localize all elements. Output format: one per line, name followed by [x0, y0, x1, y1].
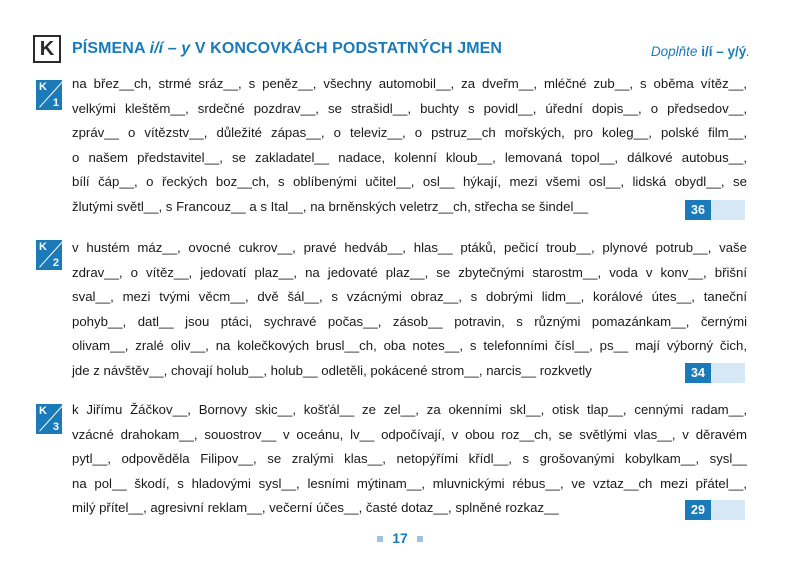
exercise-line: bílí čáp__, o řeckých boz__ch, s oblíbenými učitel__, osl__ hýkají, mezi všemi osl__, lidská obydl__, se	[72, 174, 747, 189]
title-part-3: V KONCOVKÁCH PODSTATNÝCH JMEN	[190, 40, 503, 57]
page-title	[72, 40, 502, 58]
score-value: 36	[685, 200, 711, 220]
title-part-1: PÍSMENA	[72, 40, 150, 57]
exercise-line: žlutými světl__, s Francouz__ a s Ital__, na brněnských veletrz__ch, střecha se šindel__	[72, 198, 589, 214]
instruction-bold: i/í – y/ý	[701, 44, 747, 59]
exercise-2-text	[72, 236, 747, 383]
exercise-line: sval__, mezi tvými věcm__, dvě šál__, s vzácnými obraz__, s dobrými lidm__, korálové útes__, taneční	[72, 289, 747, 304]
badge-number: 1	[52, 97, 59, 109]
square-bullet-icon	[377, 536, 383, 542]
score-box-1	[685, 200, 745, 220]
section-letter-box: K	[33, 35, 61, 63]
instruction	[651, 44, 750, 59]
exercise-3-text	[72, 398, 747, 521]
exercise-line: na pol__ škodí, s hladovými sysl__, lesními mýtinam__, mluvnickými rébus__, ve vztaz__ch mezi přátel__,	[72, 475, 747, 491]
score-value: 29	[685, 500, 711, 520]
exercise-1-text	[72, 72, 747, 219]
badge-letter: K	[39, 405, 47, 417]
exercise-line: na břez__ch, strmé sráz__, s peněz__, všechny automobil__, za dveřm__, mléčné zub__, s oběma vítěz__,	[72, 76, 747, 91]
exercise-line: pytl__, odpověděla Filipov__, se zralými klas__, netopýřími křídl__, s grošovanými kobylkam__, sysl__	[72, 451, 747, 466]
exercise-line: v hustém máz__, ovocné cukrov__, pravé hedváb__, hlas__ ptáků, pečicí troub__, plynové potrub__, vaše	[72, 240, 747, 255]
exercise-line: k Jiřímu Žáčkov__, Bornovy skic__, košťál__ ze zel__, za okenními skl__, otisk tlap__, cennými radam__,	[72, 402, 747, 417]
score-box-3	[685, 500, 745, 520]
exercise-line: olivam__, zralé oliv__, na kolečkových brusl__ch, oba notes__, s telefonními čísl__, ps__ mají výborný čich,	[72, 338, 747, 353]
badge-letter: K	[39, 81, 47, 93]
exercise-line: velkými kleštěm__, srdečné pozdrav__, se strašidl__, buchty s povidl__, úřední dopis__, o předsedov__,	[72, 100, 747, 116]
badge-letter: K	[39, 241, 47, 253]
exercise-line: o našem představitel__, se zakladatel__ nadace, kolenní kloub__, lemovaná topol__, dálkové autobus__,	[72, 149, 747, 165]
badge-number: 3	[52, 421, 59, 433]
exercise-line: milý přítel__, agresivní reklam__, večerní účes__, časté dotaz__, splněné rozkaz__	[72, 500, 559, 515]
square-bullet-icon	[417, 536, 423, 542]
score-box-2	[685, 363, 745, 383]
exercise-badge-k2	[36, 240, 62, 270]
instruction-text: Doplňte	[650, 44, 702, 59]
page-number	[0, 530, 800, 546]
exercise-line: zpráv__ o vítězstv__, důležité zápas__, o televiz__, o pstruz__ch mořských, pro koleg__, polské film__,	[72, 125, 747, 140]
score-value: 34	[685, 363, 711, 383]
exercise-badge-k3	[36, 404, 62, 434]
title-part-2: i/í – y	[149, 40, 191, 57]
exercise-badge-k1	[36, 80, 62, 110]
exercise-line: vzácné drahokam__, souostrov__ v oceánu, lv__ odpočívají, v obou roz__ch, se světlými vlas__, v děravém	[72, 426, 747, 442]
page-number-value: 17	[392, 530, 408, 546]
exercise-line: zdrav__, o vítěz__, jedovatí plaz__, na jedovaté plaz__, se zbytečnými starostm__, voda v konv__, břišní	[72, 264, 747, 280]
instruction-end: .	[746, 44, 750, 59]
exercise-line: jde z návštěv__, chovají holub__, holub__ odletěli, pokácené strom__, narcis__ rozkvetly	[72, 362, 592, 378]
badge-number: 2	[52, 257, 59, 269]
exercise-line: pohyb__, datl__ jsou ptáci, sychravé počas__, zásob__ potravin, s různými pomazánkam__, černými	[72, 313, 747, 329]
